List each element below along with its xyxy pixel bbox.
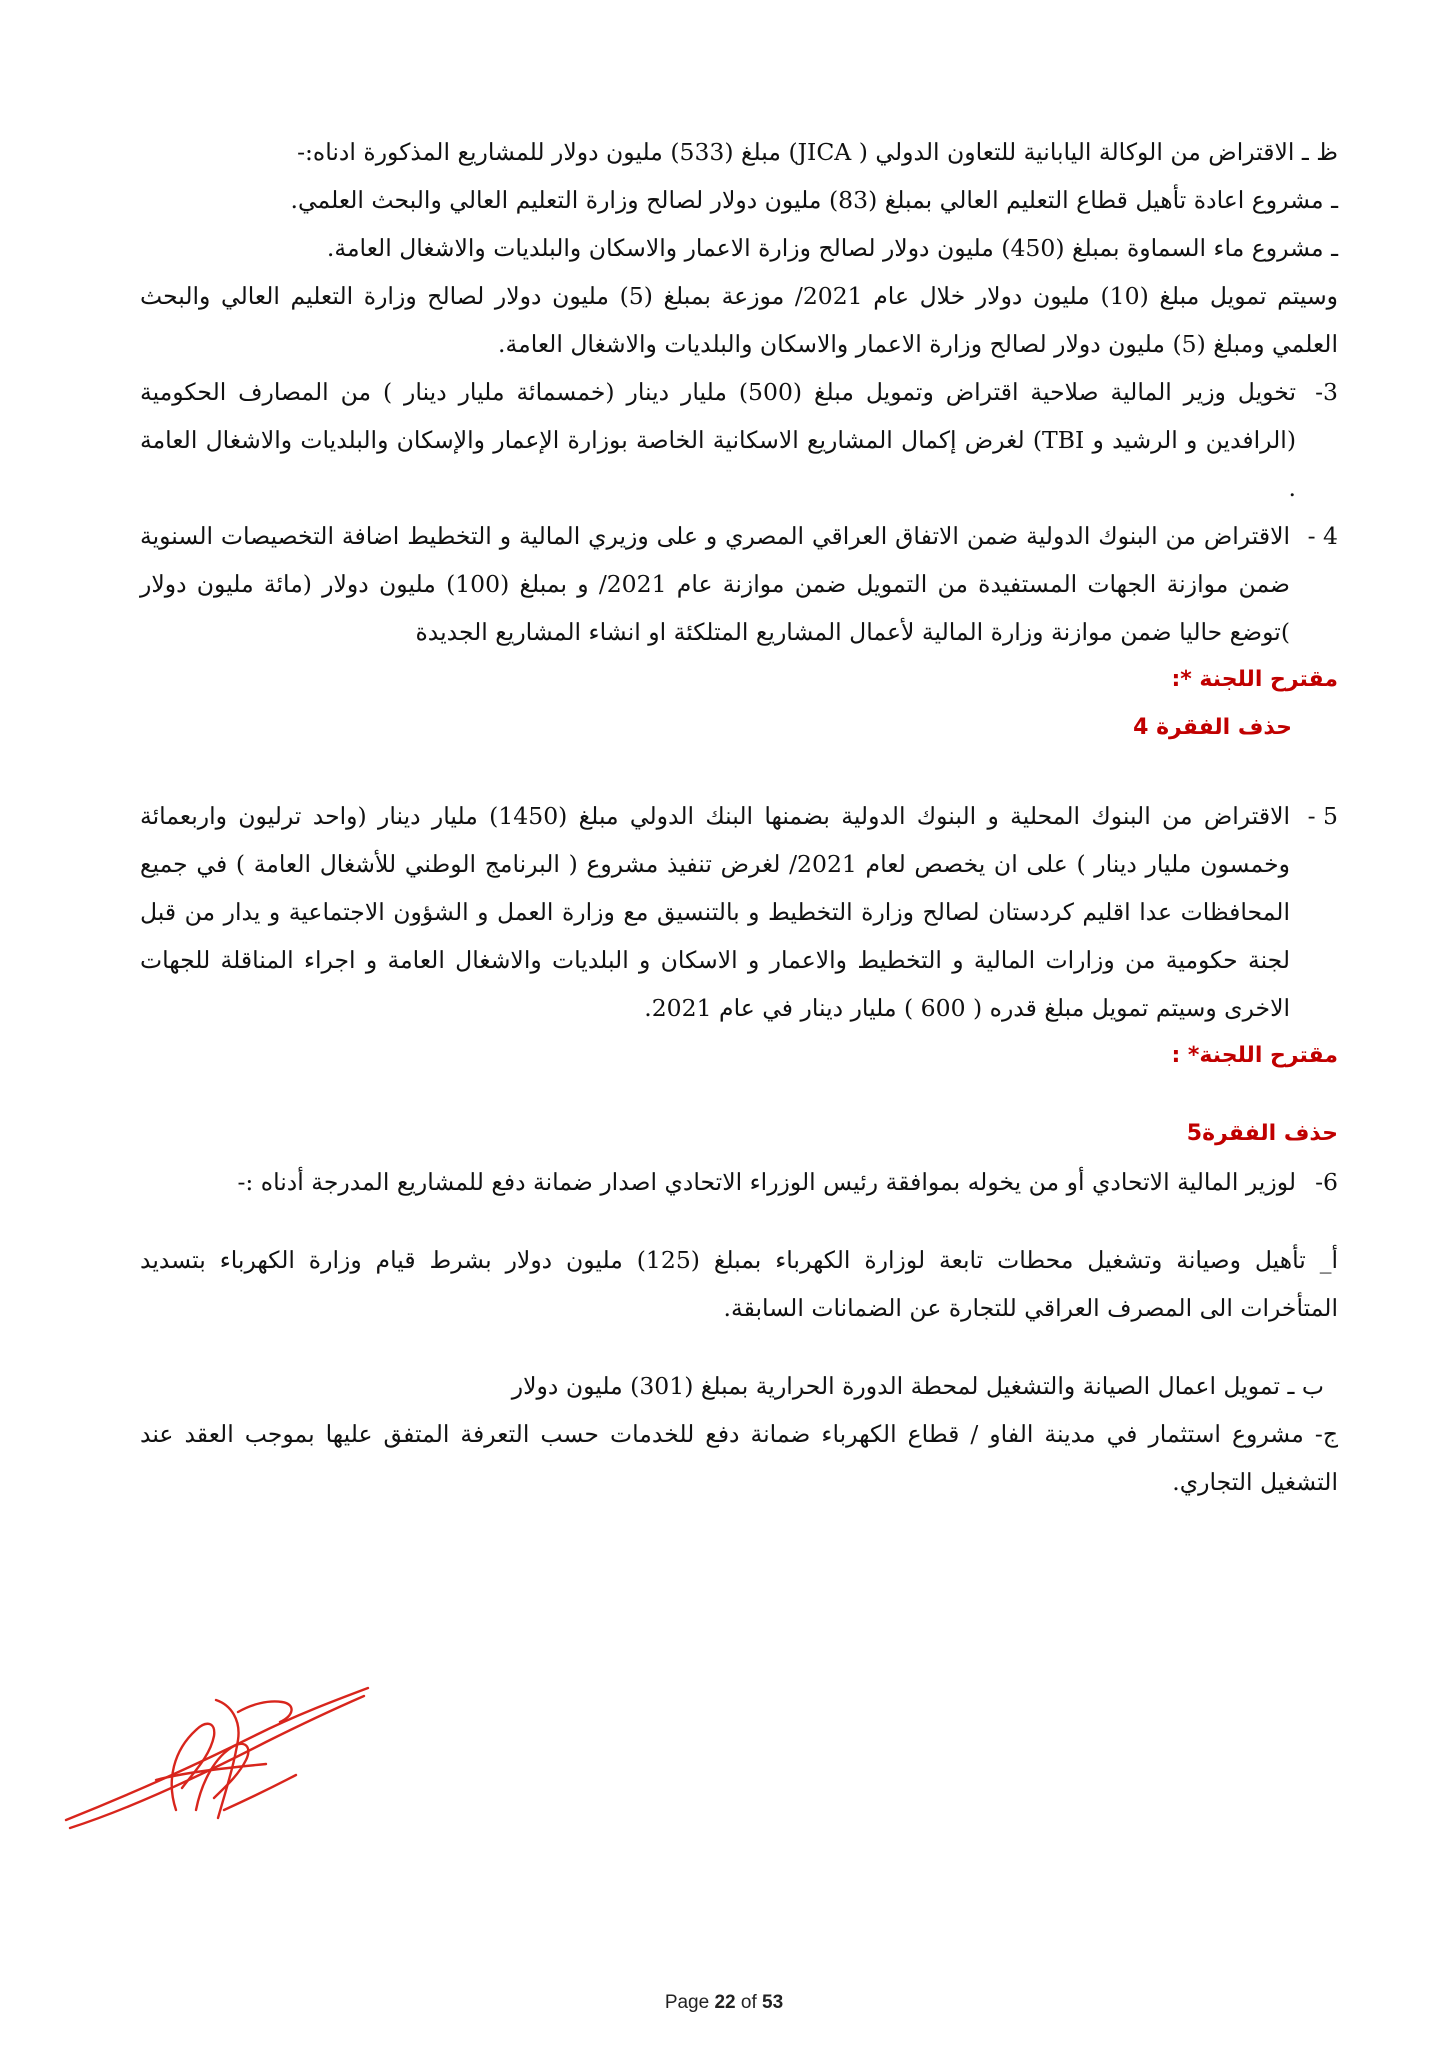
item-6-text: لوزير المالية الاتحادي أو من يخوله بموافقة رئيس الوزراء الاتحادي اصدار ضمانة دفع للمشاريع المدرجة أدناه :- bbox=[237, 1168, 1296, 1196]
delete-paragraph-5: حذف الفقرة5 bbox=[1186, 1121, 1338, 1146]
signature-mark bbox=[56, 1660, 376, 1850]
committee-proposal-heading-1: مقترح اللجنة *: bbox=[1171, 667, 1338, 692]
footer-page-word: Page bbox=[664, 1992, 710, 2013]
item-4 bbox=[140, 512, 1338, 656]
item-5-number: 5 - bbox=[1307, 802, 1338, 830]
document-body bbox=[140, 128, 1338, 1506]
item-6-b: ب ـ تمويل اعمال الصيانة والتشغيل لمحطة الدورة الحرارية بمبلغ (301) مليون دولار bbox=[511, 1372, 1324, 1400]
page-footer bbox=[0, 1992, 1448, 2014]
item-4-number: 4 - bbox=[1307, 522, 1338, 550]
item-6-number: 6- bbox=[1315, 1168, 1338, 1196]
item-5 bbox=[140, 792, 1338, 1032]
item-3-text: تخويل وزير المالية صلاحية اقتراض وتمويل مبلغ (500) مليار دينار (خمسمائة مليار دينار ) من المصارف الحكومية (الرافدين و الرشيد و TBI) لغرض إكمال المشاريع الاسكانية الخاصة بوزارة الإعمار والإسكان والبلديات والاشغال العامة . bbox=[140, 378, 1296, 502]
footer-of-word: of bbox=[740, 1992, 757, 2013]
paragraph-zha-item-2: ـ مشروع ماء السماوة بمبلغ (450) مليون دولار لصالح وزارة الاعمار والاسكان والبلديات والاشغال العامة. bbox=[326, 234, 1338, 262]
item-3-number: 3- bbox=[1315, 378, 1338, 406]
paragraph-zha-heading: ظ ـ الاقتراض من الوكالة اليابانية للتعاون الدولي ( JICA) مبلغ (533) مليون دولار للمشاريع المذكورة ادناه:- bbox=[297, 138, 1338, 166]
paragraph-zha-funding: وسيتم تمويل مبلغ (10) مليون دولار خلال عام 2021/ موزعة بمبلغ (5) مليون دولار لصالح وزارة التعليم العالي والبحث العلمي ومبلغ (5) مليون دولار لصالح وزارة الاعمار والاسكان والبلديات والاشغال العامة. bbox=[140, 282, 1339, 358]
committee-proposal-heading-2: مقترح اللجنة* : bbox=[1171, 1043, 1338, 1068]
item-3 bbox=[140, 368, 1338, 512]
item-6-c: ج- مشروع استثمار في مدينة الفاو / قطاع الكهرباء ضمانة دفع للخدمات حسب التعرفة المتفق عليها بموجب العقد عند التشغيل التجاري. bbox=[140, 1420, 1338, 1496]
item-5-text: الاقتراض من البنوك المحلية و البنوك الدولية بضمنها البنك الدولي مبلغ (1450) مليار دينار (واحد ترليون واربعمائة وخمسون مليار دينار ) على ان يخصص لعام 2021/ لغرض تنفيذ مشروع ( البرنامج الوطني للأشغال العامة ) في جميع المحافظات عدا اقليم كردستان لصالح وزارة التخطيط و بالتنسيق مع وزارة العمل و الشؤون الاجتماعية و يدار من قبل لجنة حكومية من وزارات المالية و التخطيط والاعمار و الاسكان و البلديات والاشغال العامة و اجراء المناقلة للجهات الاخرى وسيتم تمويل مبلغ قدره ( 600 ) مليار دينار في عام 2021. bbox=[140, 802, 1290, 1022]
paragraph-zha-item-1: ـ مشروع اعادة تأهيل قطاع التعليم العالي بمبلغ (83) مليون دولار لصالح وزارة التعليم العالي والبحث العلمي. bbox=[290, 186, 1338, 214]
footer-page-total: 53 bbox=[762, 1992, 784, 2013]
item-4-text: الاقتراض من البنوك الدولية ضمن الاتفاق العراقي المصري و على وزيري المالية و التخطيط اضافة التخصيصات السنوية ضمن موازنة الجهات المستفيدة من التمويل ضمن موازنة عام 2021/ و بمبلغ (100) مليون دولار (مائة مليون دولار )توضع حاليا ضمن موازنة وزارة المالية لأعمال المشاريع المتلكئة او انشاء المشاريع الجديدة bbox=[140, 522, 1290, 646]
item-6-a: أ_ تأهيل وصيانة وتشغيل محطات تابعة لوزارة الكهرباء بمبلغ (125) مليون دولار بشرط قيام وزارة الكهرباء بتسديد المتأخرات الى المصرف العراقي للتجارة عن الضمانات السابقة. bbox=[140, 1246, 1338, 1322]
delete-paragraph-4: حذف الفقرة 4 bbox=[1133, 715, 1292, 740]
footer-page-number: 22 bbox=[714, 1992, 736, 2013]
item-6 bbox=[140, 1158, 1338, 1206]
